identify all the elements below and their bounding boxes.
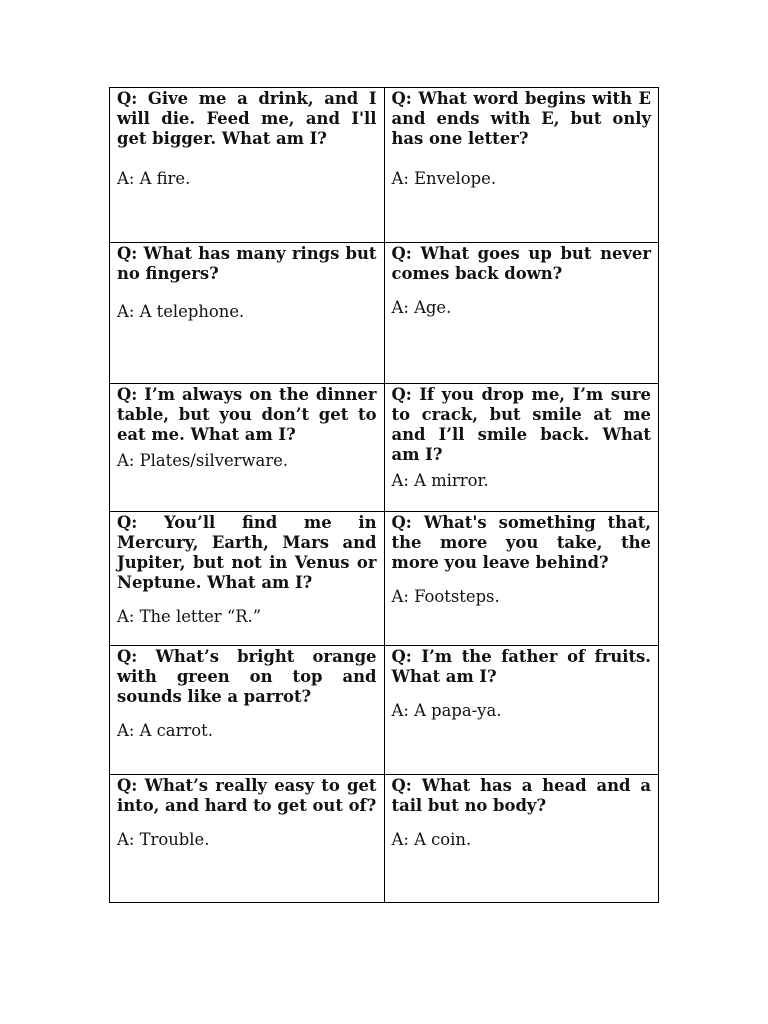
riddle-answer: A: A fire. [117,169,191,188]
table-row [110,775,659,903]
riddle-answer: A: The letter “R.” [117,607,262,626]
riddle-cell [110,243,385,384]
riddle-question: Q: If you drop me, I’m sure to crack, but smile at me and I’ll smile back. What am I? [391,385,651,464]
riddle-question: Q: What word begins with E and ends with E, but only has one letter? [391,89,651,148]
riddle-question: Q: You’ll find me in Mercury, Earth, Mars and Jupiter, but not in Venus or Neptune. What am I? [117,513,377,592]
riddle-cell [110,512,385,646]
riddle-cell [384,512,659,646]
riddle-question: Q: What has a head and a tail but no body? [391,776,651,815]
riddle-answer: A: A coin. [391,830,472,849]
riddle-cell [384,243,659,384]
riddle-answer: A: A telephone. [117,302,245,321]
riddle-cell [110,775,385,903]
riddle-question: Q: What’s really easy to get into, and hard to get out of? [117,776,377,815]
riddle-answer: A: Plates/silverware. [117,451,289,470]
table-row [110,243,659,384]
riddle-question: Q: I’m the father of fruits. What am I? [391,647,651,686]
riddle-cell [110,384,385,512]
riddle-question: Q: Give me a drink, and I will die. Feed me, and I'll get bigger. What am I? [117,89,377,148]
riddle-question: Q: What goes up but never comes back down? [391,244,651,283]
riddle-question: Q: What’s bright orange with green on top and sounds like a parrot? [117,647,377,706]
riddle-answer: A: Age. [391,298,452,317]
riddle-cell [384,384,659,512]
riddle-answer: A: A carrot. [117,721,213,740]
riddle-cell [110,88,385,243]
riddle-cell [384,775,659,903]
table-row [110,384,659,512]
riddle-cell [384,88,659,243]
riddle-table [109,87,659,903]
riddle-answer: A: A mirror. [391,471,489,490]
riddle-question: Q: I’m always on the dinner table, but you don’t get to eat me. What am I? [117,385,377,444]
riddle-answer: A: Footsteps. [391,587,500,606]
table-row [110,512,659,646]
riddle-question: Q: What's something that, the more you take, the more you leave behind? [391,513,651,572]
table-row [110,646,659,775]
riddle-question: Q: What has many rings but no fingers? [117,244,377,283]
riddle-cell [384,646,659,775]
riddle-answer: A: Envelope. [391,169,497,188]
riddle-answer: A: A papa-ya. [391,701,502,720]
riddle-answer: A: Trouble. [117,830,210,849]
riddle-cell [110,646,385,775]
table-row [110,88,659,243]
